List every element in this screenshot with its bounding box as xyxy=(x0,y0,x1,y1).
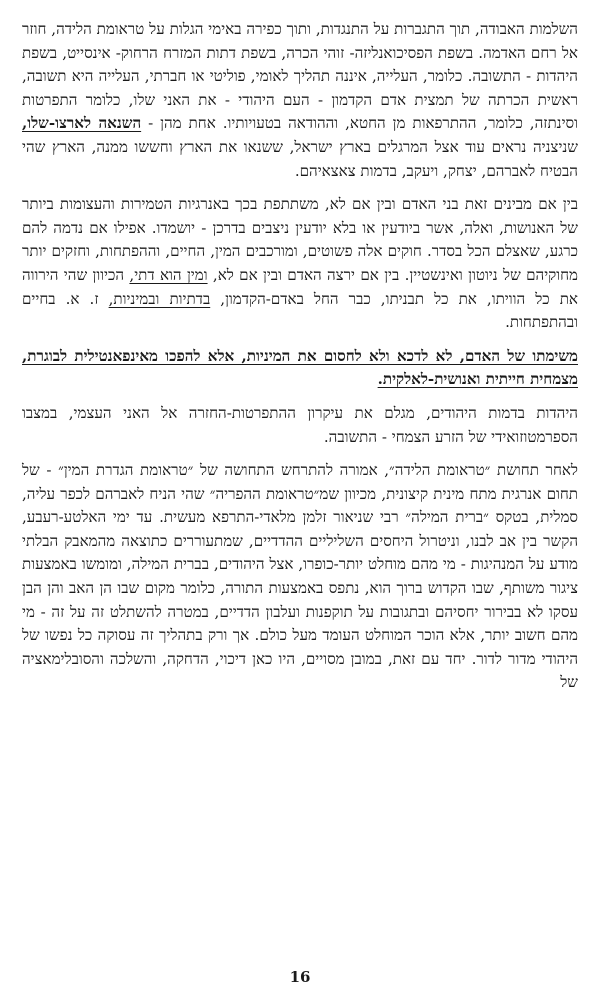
paragraph-3-emphasis: משימתו של האדם, לא לדכא ולא לחסום את המיניות, אלא להפכו מאינפאנטילית לבוגרת, מצמחית חייתית ואנושית-לאלקית. xyxy=(22,346,578,389)
paragraph-2 xyxy=(22,193,578,335)
paragraph-5: לאחר תחושת ״טראומת הלידה״, אמורה להתרחש התחושה של ״טראומת הגדרת המין״ - של תחום אנרגית מתח מינית קיצונית, מכיוון שמ״טראומת ההפריה״ שהי הניח לאברהם לכפר עליה, סמלית, בטקס ״ברית המילה״ רבי שניאור זלמן מלאדי-התרפא מעשית. עד ימי האלטע-רעבע, הקשר בין אב לבנו, וניטרול היחסים השליליים ההדדיים, שמתעוררים כתוצאה מהמאבק הבלתי מודע על המנהיגות - מי מהם מוחלט יותר-כופרו, אצל היהודים, בברית המילה, ומומשו באמצעות ציגור משותף, שבו הקדוש ברוך הוא, נתפס באמצעות התורה, כלומר מקום שבו הן האב והן הבן עסקו לא בבירור יחסיהם ובתגובות על תוקפנות ועלבון הדדיים, במטרה להשתלט זה על זה - מי מהם חשוב יותר, אלא הוכר המוחלט העומד מעל כולם. אך ורק בתהליך זה עסוקה כל נפשו של היהודי מדור לדור. יחד עם זאת, במובן מסויים, היו כאן דיכוי, הדחקה, והשלכה והסובלימאציה של xyxy=(22,461,578,692)
paragraph-4: היהדות בדמות היהודים, מגלם את עיקרון ההתפרטות-החזרה אל האני העצמי, במצבו הספרמטוזואידי של הזרע הצמחי - התשובה. xyxy=(22,403,578,446)
paragraph-2-text: בין אם מבינים זאת בני האדם ובין אם לא, משתתפת בכך באנרגיות הטמירות והעצומות ביותר של האנושות, ואלה, אשר ביודעין או בלא יודעין ניצבים בדרכן - יושמדו. אפילו אם נדמה להם כרגע, שאצלם הכל בסדר. חוקים אלה פשוטים, ומורכבים המין, החיים, וההפתחות, וחזקים יותר מחוקיהם של ניוטון ואינשטיין. בין אם ירצה האדם ובין אם לא, xyxy=(22,195,578,284)
paragraph-2-middle: הכיוון שהי הירווה את כל הוויתו, את כל תבניתו, כבר החל באדם-הקדמון, xyxy=(22,265,578,308)
page-number: 16 xyxy=(289,968,311,986)
paragraph-1 xyxy=(22,18,578,183)
paragraph-1-text: השלמות האבודה, תוך התגברות על התנגדות, ותוך כפירה באימי הגלות על טראומת הלידה, חוזר אל רחם האדמה. בשפת הפסיכואנליזה- זוהי הכרה, בשפת דתות המזרח הרחוק- אינסייט, בשפת היהדות - התשובה. כלומר, העלייה, איננה תהליך לאומי, פוליטי או חברתי, העלייה היא תשובה, ראשית הכרתה של תמצית אדם הקדמון - העם היהודי - את האני שלו, כלומר התפרטות וסינתזה, כלומר, ההתרפאות מן החטא, וההודאה בטעויותיו. אחת מהן - xyxy=(22,20,578,133)
paragraph-2-underlined-phrase-2: בדתיות ובמיניות, xyxy=(108,289,211,308)
document-page xyxy=(22,18,578,705)
paragraph-2-end: ז. א. בחיים ובהתפתחות. xyxy=(22,289,578,332)
paragraph-1-continuation: שניצניה נראים עוד אצל המרגלים בארץ ישראל, ששנאו את הארץ וחששו ממנה, הארץ שהי הבטיח לאברהם, יצחק, ויעקב, בדמות צאצאיהם. xyxy=(22,137,578,180)
paragraph-1-underlined-phrase: השנאה לארצו-שלו, xyxy=(22,114,142,133)
paragraph-2-underlined-phrase-1: ומין הוא דתי, xyxy=(129,265,208,284)
